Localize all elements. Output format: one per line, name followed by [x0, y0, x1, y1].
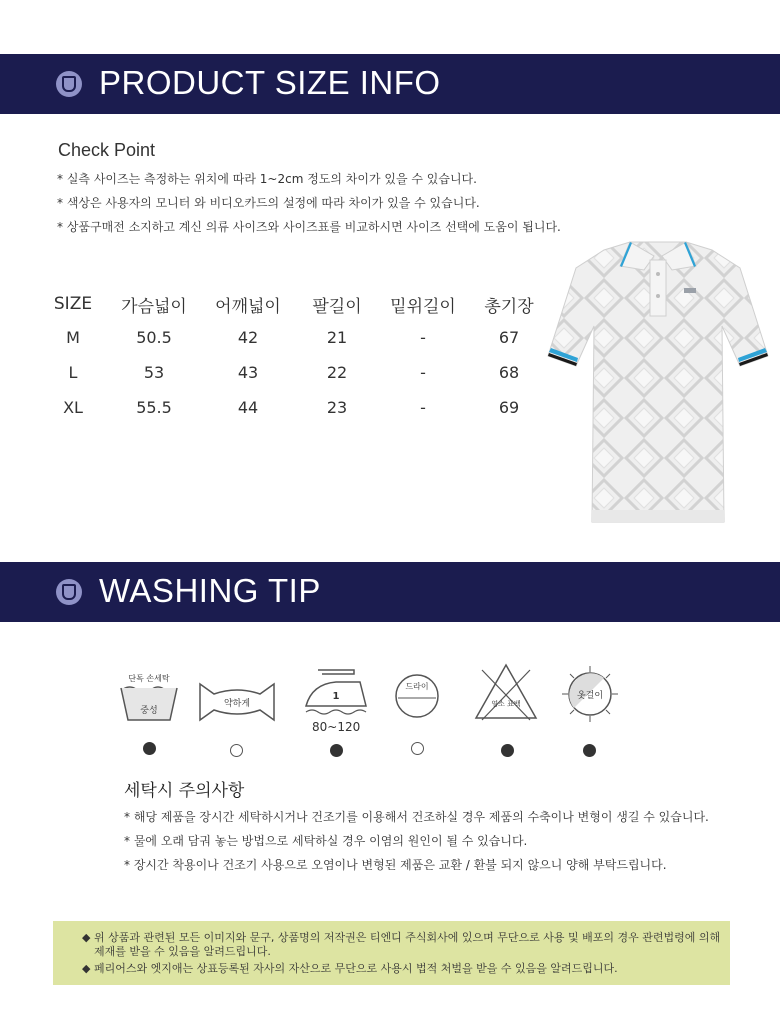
no-bleach-label: 염소 표백 — [491, 700, 521, 708]
header-cell: 밑위길이 — [390, 296, 456, 317]
header-cell: SIZE — [53, 294, 93, 314]
hang-dry-label: 옷걸이 — [576, 691, 604, 701]
value-cell: - — [420, 328, 426, 347]
check-point-title: Check Point — [58, 140, 156, 160]
value-cell: 44 — [237, 398, 259, 417]
selection-dot — [230, 744, 243, 757]
hand-wash-top-label: 단독 손세탁 — [128, 674, 170, 683]
table-row — [47, 320, 559, 355]
dry-clean-label: 드라이 — [405, 682, 429, 691]
brand-logo-icon — [56, 579, 82, 605]
hand-wash-label: 중성 — [140, 706, 158, 716]
copyright-line: 제재를 받을 수 있음을 알려드립니다. — [94, 945, 271, 958]
section-title: WASHING TIP — [99, 572, 321, 609]
selection-dot — [501, 744, 514, 757]
dry-clean-icon — [392, 672, 442, 720]
gentle-wash-label: 약하게 — [223, 699, 251, 709]
value-cell: 53 — [143, 363, 165, 382]
value-cell: 43 — [237, 363, 259, 382]
value-cell: 22 — [326, 363, 348, 382]
no-bleach-icon — [472, 662, 540, 722]
value-cell: 69 — [498, 398, 520, 417]
selection-dot — [411, 742, 424, 755]
size-cell: XL — [63, 398, 83, 417]
copyright-line: ◆ 위 상품과 관련된 모든 이미지와 문구, 상품명의 저작권은 티엔디 주식회사에 있으며 무단으로 사용 및 배포의 경우 관련법령에 의해 — [82, 931, 721, 944]
caution-item: * 장시간 착용이나 건조기 사용으로 오염이나 변형된 제품은 교환 / 환불 되지 않으니 양해 부탁드립니다. — [124, 858, 667, 872]
value-cell: 21 — [326, 328, 348, 347]
size-cell: L — [68, 363, 78, 382]
polo-shirt-image — [544, 238, 772, 528]
selection-dot — [583, 744, 596, 757]
table-row — [47, 355, 559, 390]
header-cell: 총기장 — [484, 296, 534, 317]
gentle-wash-icon — [198, 680, 276, 724]
header-cell: 팔길이 — [312, 296, 362, 317]
hand-wash-icon — [118, 668, 180, 724]
check-note: * 상품구매전 소지하고 계신 의류 사이즈와 사이즈표를 비교하시면 사이즈 선택에 도움이 됩니다. — [57, 220, 561, 234]
washing-tip-banner — [0, 562, 780, 622]
check-note: * 실측 사이즈는 측정하는 위치에 따라 1~2cm 정도의 차이가 있을 수 있습니다. — [57, 172, 477, 186]
iron-temperature: 80~120 — [312, 720, 361, 734]
value-cell: 67 — [498, 328, 520, 347]
trademark-line: ◆ 페리어스와 엣지애는 상표등록된 자사의 자산으로 무단으로 사용시 법적 처벌을 받을 수 있음을 알려드립니다. — [82, 962, 618, 975]
value-cell: - — [420, 398, 426, 417]
table-row — [47, 390, 559, 425]
value-cell: 55.5 — [136, 398, 172, 417]
copyright-notice — [53, 921, 730, 985]
header-cell: 어깨넓이 — [215, 296, 281, 317]
check-note: * 색상은 사용자의 모니터 와 비디오카드의 설정에 따라 차이가 있을 수 있습니다. — [57, 196, 480, 210]
value-cell: 50.5 — [136, 328, 172, 347]
size-table — [47, 288, 559, 425]
section-title: PRODUCT SIZE INFO — [99, 64, 441, 101]
hang-dry-icon — [560, 664, 620, 724]
header-cell: 가슴넓이 — [121, 296, 187, 317]
brand-logo-icon — [56, 71, 82, 97]
caution-item: * 해당 제품을 장시간 세탁하시거나 건조기를 이용해서 건조하실 경우 제품의 수축이나 변형이 생길 수 있습니다. — [124, 810, 709, 824]
selection-dot — [143, 742, 156, 755]
caution-title: 세탁시 주의사항 — [124, 781, 245, 801]
iron-icon — [298, 666, 372, 720]
caution-item: * 물에 오래 담궈 놓는 방법으로 세탁하실 경우 이염의 원인이 될 수 있습니다. — [124, 834, 528, 848]
size-table-header — [47, 288, 559, 320]
value-cell: 23 — [326, 398, 348, 417]
value-cell: - — [420, 363, 426, 382]
product-size-banner — [0, 54, 780, 114]
value-cell: 68 — [498, 363, 520, 382]
selection-dot — [330, 744, 343, 757]
value-cell: 42 — [237, 328, 259, 347]
iron-label: 1 — [332, 691, 340, 702]
size-cell: M — [66, 328, 80, 347]
